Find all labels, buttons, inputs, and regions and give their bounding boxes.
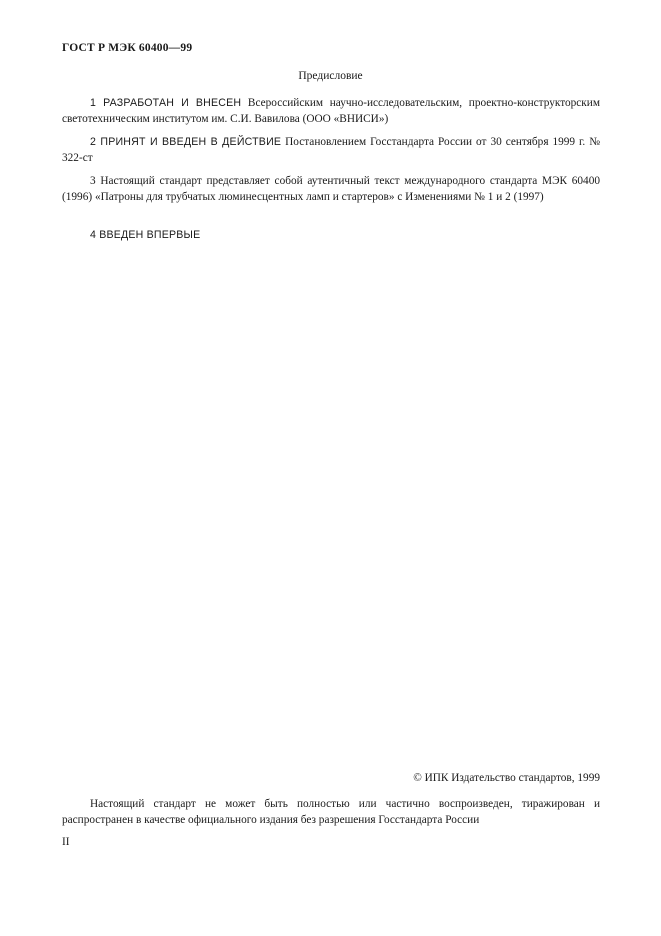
item-4 [62, 228, 600, 244]
page-number: II [62, 836, 70, 848]
item-1-text: Всероссийским научно-исследовательским, проектно-конструкторским светотехническим институтом им. С.И. Вавилова (ООО «ВНИСИ») [62, 97, 600, 125]
item-1-lead: 1 РАЗРАБОТАН И ВНЕСЕН [90, 97, 242, 109]
reproduction-notice: Настоящий стандарт не может быть полностью или частично воспроизведен, тиражирован и распространен в качестве официального издания без разрешения Госстандарта России [62, 798, 600, 826]
item-2-lead: 2 ПРИНЯТ И ВВЕДЕН В ДЕЙСТВИЕ [90, 136, 282, 148]
item-1 [62, 96, 600, 127]
section-title: Предисловие [298, 70, 363, 82]
item-2 [62, 135, 600, 166]
copyright: © ИПК Издательство стандартов, 1999 [413, 772, 600, 784]
item-2-text: Постановлением Госстандарта России от 30 сентября 1999 г. № 322-ст [62, 136, 600, 164]
item-3-text: Настоящий стандарт представляет собой аутентичный текст международного стандарта МЭК 60400 (1996) «Патроны для трубчатых люминесцентных ламп и стартеров» с Изменениями № 1 и 2 (1997) [62, 175, 600, 203]
document-code: ГОСТ Р МЭК 60400—99 [62, 42, 193, 54]
item-3-lead: 3 [90, 175, 96, 187]
item-3 [62, 174, 600, 205]
item-4-lead: 4 ВВЕДЕН ВПЕРВЫЕ [90, 229, 201, 241]
